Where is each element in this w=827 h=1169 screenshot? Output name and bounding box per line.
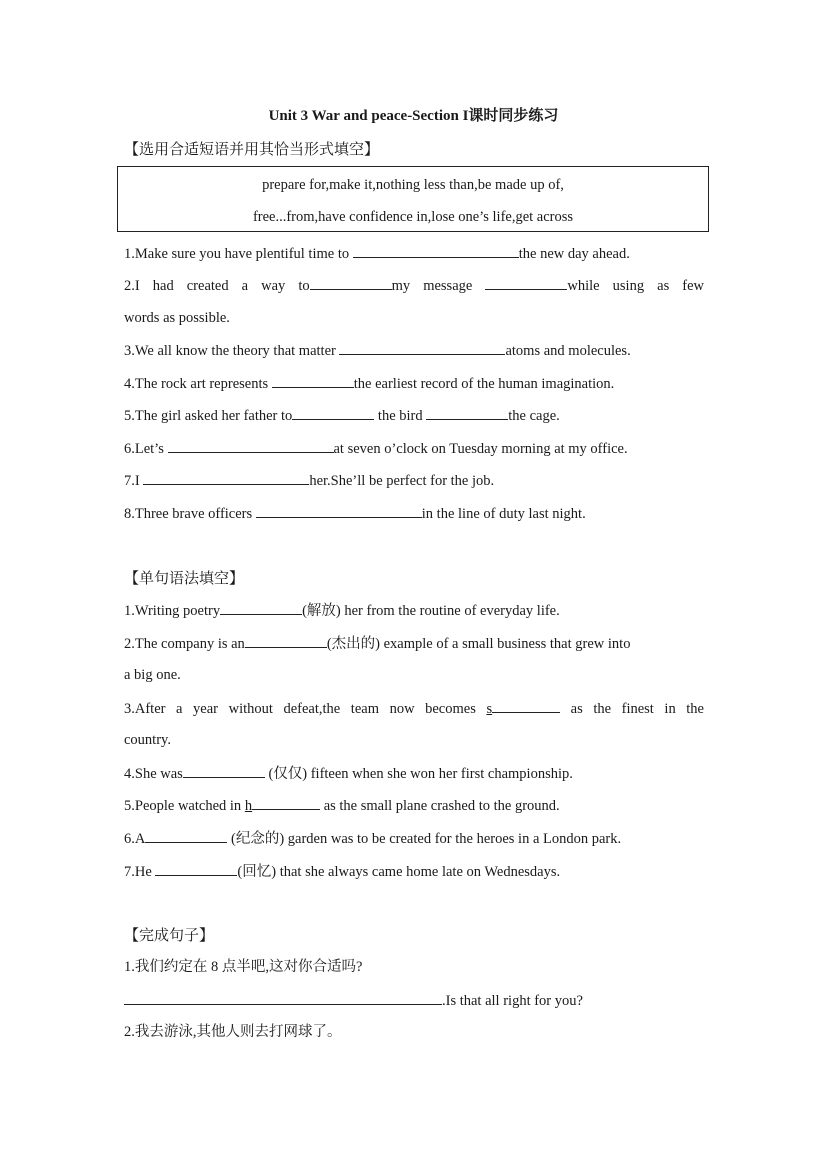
answer-blank[interactable] (168, 438, 334, 453)
s1-question-2 (124, 275, 704, 296)
section-heading-phrases: 【选用合适短语并用其恰当形式填空】 (124, 142, 380, 158)
s3-question-1: 1.我们约定在 8 点半吧,这对你合适吗? (124, 959, 363, 975)
answer-blank[interactable] (143, 470, 309, 485)
s1-question-6: 6.Let’s at seven o’clock on Tuesday morning at my office. (124, 438, 704, 459)
answer-blank[interactable] (485, 275, 567, 290)
answer-blank[interactable] (339, 340, 505, 355)
s2-question-2-cont: a big one. (124, 667, 181, 683)
question-number: 1 (124, 246, 132, 262)
question-text: my message (391, 278, 486, 294)
answer-blank[interactable] (155, 861, 237, 876)
answer-blank[interactable] (272, 373, 354, 388)
s2-question-7: 7.He (回忆) that she always came home late on Wednesdays. (124, 861, 704, 882)
answer-blank[interactable] (426, 405, 508, 420)
answer-blank[interactable] (183, 763, 265, 778)
s2-question-1: 1.Writing poetry (解放) her from the routine of everyday life. (124, 600, 704, 621)
s2-question-4: 4.She was (仅仅) fifteen when she won her first championship. (124, 763, 704, 784)
phrase-box (117, 166, 709, 232)
s1-question-8: 8.Three brave officers in the line of duty last night. (124, 503, 704, 524)
answer-blank[interactable] (145, 828, 227, 843)
answer-blank[interactable] (252, 795, 320, 810)
s2-question-6: 6.A (纪念的) garden was to be created for the heroes in a London park. (124, 828, 704, 849)
answer-blank[interactable] (492, 698, 560, 713)
hint-letter: h (244, 798, 253, 814)
s2-question-2: 2.The company is an (杰出的) example of a small business that grew into (124, 633, 704, 654)
answer-blank[interactable] (245, 633, 327, 648)
section-heading-grammar: 【单句语法填空】 (124, 571, 245, 587)
s1-question-7: 7.I her.She’ll be perfect for the job. (124, 470, 704, 491)
question-text: .Make sure you have plentiful time to (131, 246, 353, 262)
s1-question-3: 3.We all know the theory that matter atoms and molecules. (124, 340, 704, 361)
phrase-line-2: free...from,have confidence in,lose one’s life,get across (252, 209, 574, 225)
s2-question-5: 5.People watched in h as the small plane crashed to the ground. (124, 795, 704, 816)
answer-blank[interactable] (310, 275, 392, 290)
answer-blank[interactable] (292, 405, 374, 420)
s1-question-4: 4.The rock art represents the earliest record of the human imagination. (124, 373, 704, 394)
s2-question-3: 3.After a year without defeat,the team now becomes s as the finest in the (124, 698, 704, 719)
phrase-line-1: prepare for,make it,nothing less than,be made up of, (262, 177, 564, 193)
question-text: .I had created a way to (131, 278, 310, 294)
section-heading-sentences: 【完成句子】 (124, 928, 215, 944)
s3-question-1-answer: .Is that all right for you? (124, 990, 704, 1011)
answer-blank[interactable] (256, 503, 422, 518)
s2-question-3-cont: country. (124, 732, 171, 748)
s1-question-2-cont: words as possible. (124, 310, 230, 326)
answer-blank[interactable] (353, 243, 519, 258)
s1-question-1 (124, 243, 704, 264)
answer-blank[interactable] (220, 600, 302, 615)
page-title: Unit 3 War and peace-Section I课时同步练习 (268, 108, 559, 124)
question-text: while using as few (567, 278, 704, 294)
question-text: the new day ahead. (518, 246, 630, 262)
s1-question-5: 5.The girl asked her father to the bird the cage. (124, 405, 704, 426)
s3-question-2: 2.我去游泳,其他人则去打网球了。 (124, 1024, 342, 1040)
answer-blank[interactable] (124, 990, 442, 1005)
question-number: 2 (124, 278, 132, 294)
hint-letter: s (486, 701, 493, 717)
